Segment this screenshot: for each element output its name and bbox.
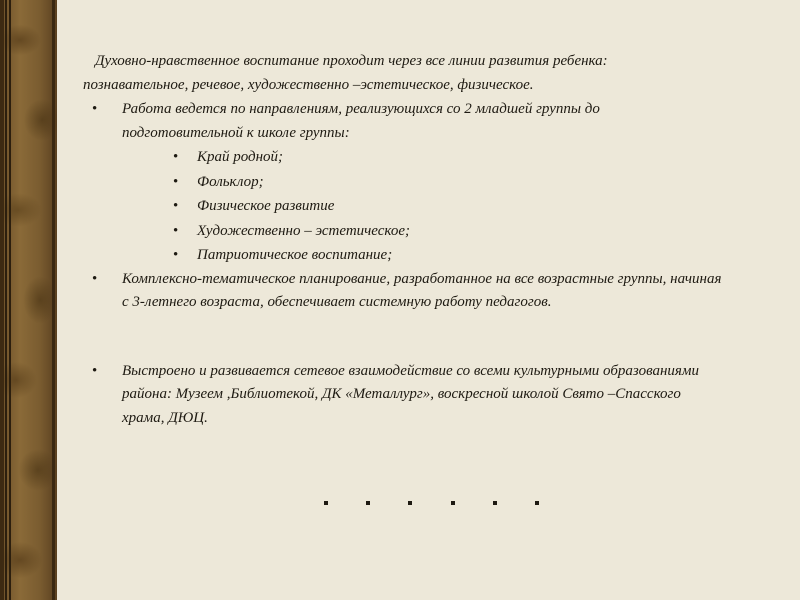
dot [366,501,370,505]
spacer [83,315,723,360]
slide-content [83,50,723,430]
bullet-item [83,360,723,431]
bullet-item [83,268,723,315]
bullet-text: Комплексно-тематическое планирование, разработанное на все возрастные группы, начиная с 3-летнего возраста, обеспечивает системную работу педагогов. [122,270,722,310]
dot [408,501,412,505]
dot [324,501,328,505]
sub-bullet-item: • Фольклор; [122,171,723,195]
bullet-text: Работа ведется по направлениям, реализующихся со 2 младшей группы до подготовительной к школе группы: [122,101,600,141]
sub-bullet-list [122,146,723,268]
dot [451,501,455,505]
sub-bullet-item: • Художественно – эстетическое; [122,220,723,244]
sub-bullet-item: • Физическое развитие [122,195,723,219]
decorative-dots [0,493,800,513]
sub-bullet-item: • Край родной; [122,146,723,170]
intro-line: Духовно-нравственное воспитание проходит через все линии развития ребенка: [95,53,608,69]
bullet-item [83,98,723,268]
dot [535,501,539,505]
bullet-text: Выстроено и развивается сетевое взаимодействие со всеми культурными образованиями района: Музеем ,Библиотекой, ДК «Металлург», воскресной школой Свято –Спасского храма, ДЮЦ. [122,362,699,426]
bullet-list [83,98,723,430]
dot [493,501,497,505]
sub-bullet-item: • Патриотическое воспитание; [122,244,723,268]
intro-line: познавательное, речевое, художественно –эстетическое, физическое. [83,76,534,93]
